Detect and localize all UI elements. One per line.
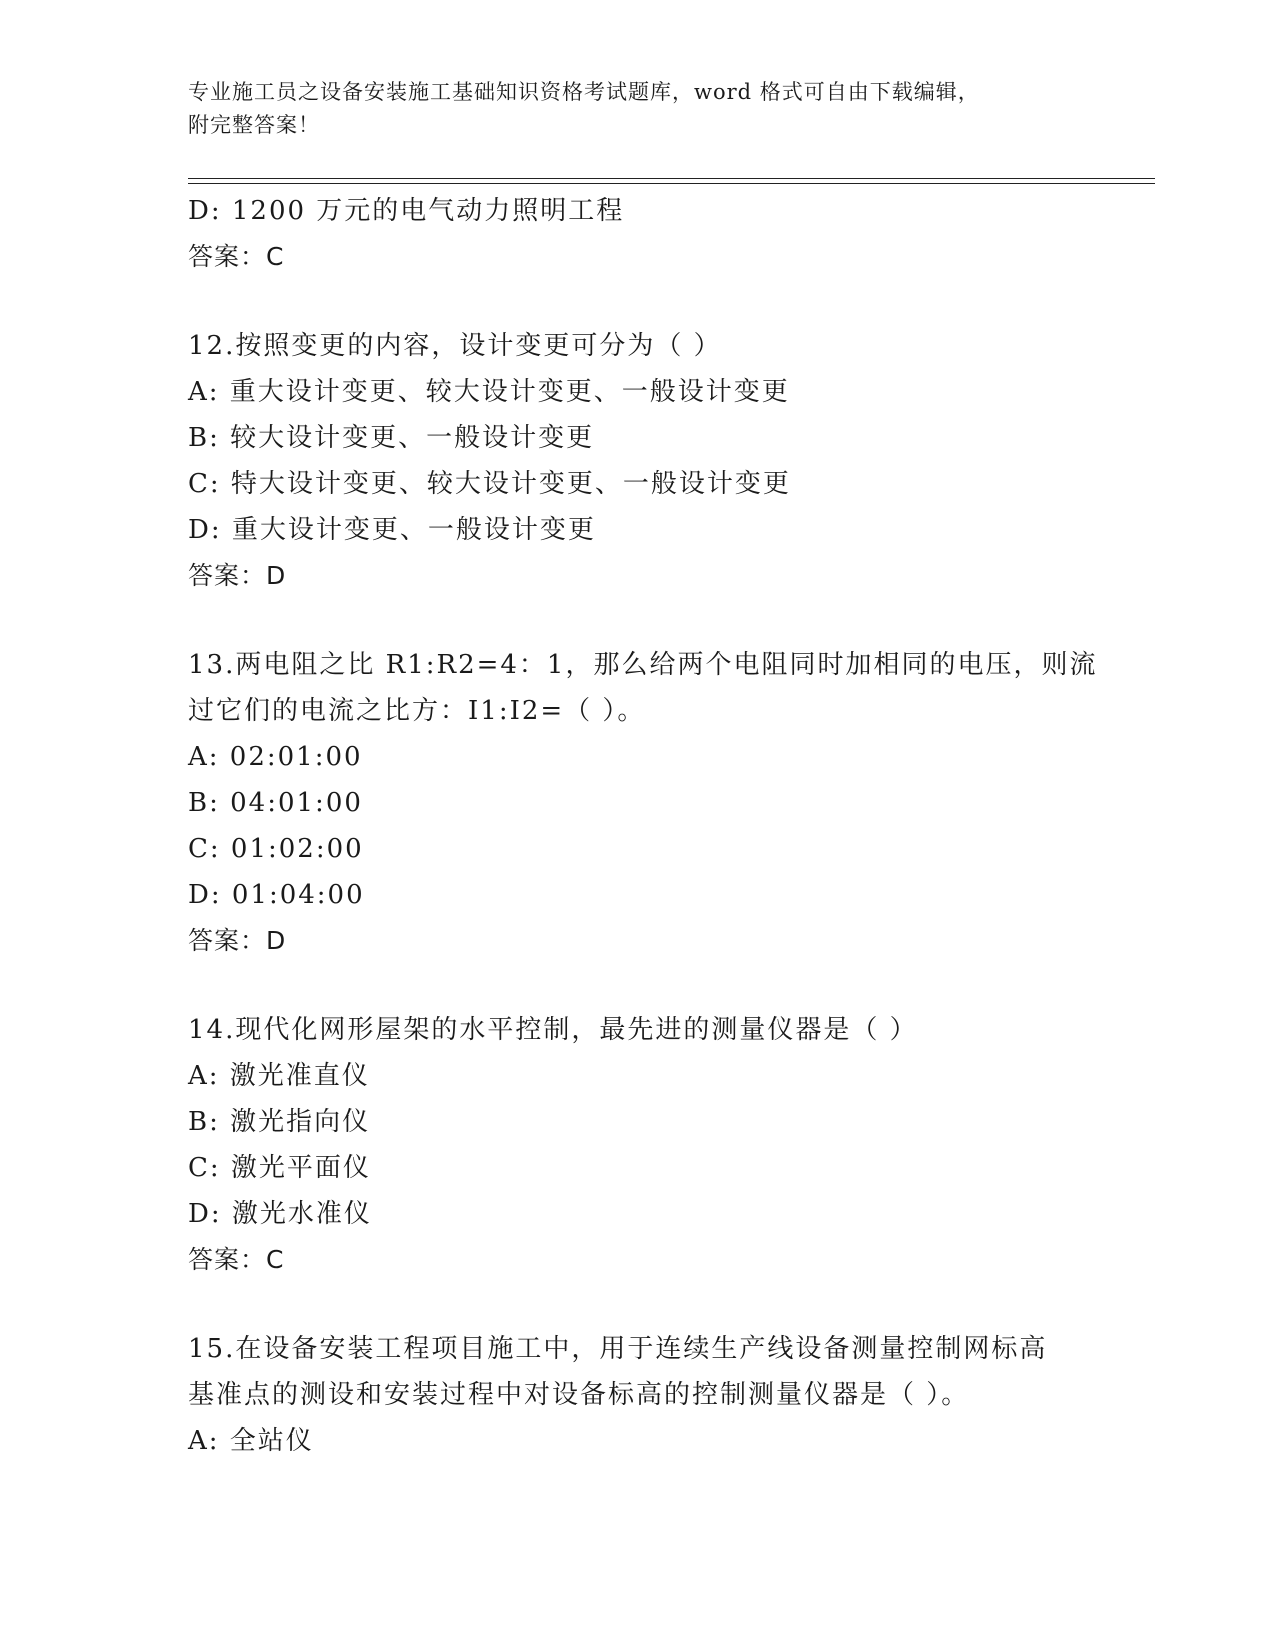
question-text: 12.按照变更的内容，设计变更可分为（ ） (188, 331, 722, 361)
question-13 (188, 642, 1098, 964)
question-15 (188, 1326, 1088, 1464)
answer-line: 答案：D (188, 561, 287, 590)
option-c: C: 激光平面仪 (188, 1153, 371, 1183)
header-divider-top (188, 178, 1155, 179)
header-line-1: 专业施工员之设备安装施工基础知识资格考试题库，word 格式可自由下载编辑， (188, 80, 980, 104)
answer-line: 答案：D (188, 926, 287, 955)
question-list (188, 188, 1098, 1464)
document-header (188, 76, 1088, 142)
answer-line: 答案：C (188, 242, 285, 271)
option-b: B: 04:01:00 (188, 788, 363, 818)
question-text-line-1: 13.两电阻之比 R1:R2=4：1，那么给两个电阻同时加相同的电压，则流 (188, 650, 1098, 680)
option-a: A: 重大设计变更、较大设计变更、一般设计变更 (188, 377, 790, 407)
option-a: A: 全站仪 (188, 1426, 314, 1456)
option-c: C: 01:02:00 (188, 834, 364, 864)
header-line-2: 附完整答案！ (188, 113, 320, 137)
question-14 (188, 1007, 1088, 1283)
question-12 (188, 323, 1088, 599)
previous-question-tail (188, 188, 1088, 280)
question-text: 14.现代化网形屋架的水平控制，最先进的测量仪器是（ ） (188, 1015, 918, 1045)
question-text-line-2: 过它们的电流之比方：I1:I2=（ ）。 (188, 696, 646, 726)
option-a: A: 激光准直仪 (188, 1061, 370, 1091)
option-d: D: 01:04:00 (188, 880, 365, 910)
spacer (188, 1283, 1088, 1326)
answer-line: 答案：C (188, 1245, 285, 1274)
option-c: C: 特大设计变更、较大设计变更、一般设计变更 (188, 469, 791, 499)
option-d: D: 1200 万元的电气动力照明工程 (188, 196, 625, 226)
header-divider-bottom (188, 183, 1155, 184)
option-a: A: 02:01:00 (188, 742, 363, 772)
question-text-line-2: 基准点的测设和安装过程中对设备标高的控制测量仪器是（ ）。 (188, 1380, 970, 1410)
option-b: B: 较大设计变更、一般设计变更 (188, 423, 595, 453)
spacer (188, 599, 1088, 642)
option-d: D: 激光水准仪 (188, 1199, 372, 1229)
spacer (188, 964, 1088, 1007)
option-b: B: 激光指向仪 (188, 1107, 371, 1137)
option-d: D: 重大设计变更、一般设计变更 (188, 515, 596, 545)
spacer (188, 280, 1088, 323)
question-text-line-1: 15.在设备安装工程项目施工中，用于连续生产线设备测量控制网标高 (188, 1334, 1048, 1364)
